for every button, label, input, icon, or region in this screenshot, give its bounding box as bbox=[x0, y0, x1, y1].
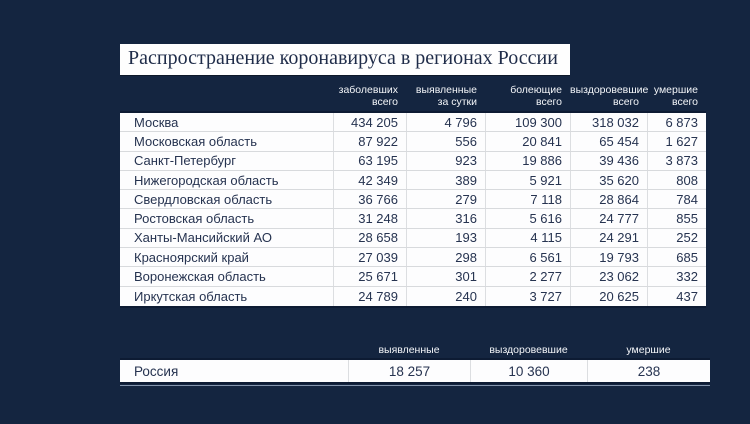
recovered-total-cell: 19 793 bbox=[570, 248, 647, 266]
died-total-cell: 1 627 bbox=[647, 132, 706, 150]
infected-total-cell: 87 922 bbox=[333, 132, 406, 150]
infected-total-cell: 36 766 bbox=[333, 190, 406, 208]
died-total-cell: 3 873 bbox=[647, 152, 706, 170]
summary-underline bbox=[120, 385, 710, 386]
region-name: Московская область bbox=[134, 133, 258, 149]
recovered-total-cell: 65 454 bbox=[570, 132, 647, 150]
sick-total-cell: 19 886 bbox=[485, 152, 570, 170]
sick-total-cell: 6 561 bbox=[485, 248, 570, 266]
recovered-total-cell: 20 625 bbox=[570, 287, 647, 306]
recovered-total-cell: 35 620 bbox=[570, 171, 647, 189]
summary-header bbox=[120, 344, 710, 358]
regions-table-header bbox=[120, 85, 706, 111]
died-total-cell: 685 bbox=[647, 248, 706, 266]
header-sick-total: болеющие всего bbox=[510, 84, 562, 108]
summary-died-cell: 238 bbox=[587, 360, 710, 382]
table-row bbox=[120, 171, 706, 190]
died-total-cell: 784 bbox=[647, 190, 706, 208]
detected-daily-cell: 4 796 bbox=[406, 113, 485, 131]
table-row bbox=[120, 132, 706, 151]
table-row bbox=[120, 267, 706, 286]
table-row bbox=[120, 229, 706, 248]
infected-total-cell: 25 671 bbox=[333, 267, 406, 285]
summary-detected-cell: 18 257 bbox=[348, 360, 470, 382]
sick-total-cell: 109 300 bbox=[485, 113, 570, 131]
region-name: Ростовская область bbox=[134, 211, 255, 227]
russia-summary-table bbox=[120, 344, 710, 386]
summary-recovered-cell: 10 360 bbox=[470, 360, 587, 382]
region-name: Ханты-Мансийский АО bbox=[134, 230, 272, 246]
died-total-cell: 855 bbox=[647, 209, 706, 227]
sick-total-cell: 4 115 bbox=[485, 229, 570, 247]
infected-total-cell: 27 039 bbox=[333, 248, 406, 266]
recovered-total-cell: 28 864 bbox=[570, 190, 647, 208]
sick-total-cell: 5 921 bbox=[485, 171, 570, 189]
detected-daily-cell: 389 bbox=[406, 171, 485, 189]
region-name: Иркутская область bbox=[134, 288, 248, 304]
region-name: Красноярский край bbox=[134, 249, 249, 265]
infected-total-cell: 63 195 bbox=[333, 152, 406, 170]
header-infected-total: заболевших всего bbox=[338, 84, 398, 108]
table-row bbox=[120, 287, 706, 306]
detected-daily-cell: 298 bbox=[406, 248, 485, 266]
region-name: Нижегородская область bbox=[134, 172, 279, 188]
sick-total-cell: 3 727 bbox=[485, 287, 570, 306]
summary-region-name: Россия bbox=[134, 363, 179, 379]
died-total-cell: 808 bbox=[647, 171, 706, 189]
sick-total-cell: 7 118 bbox=[485, 190, 570, 208]
summary-header-spacer bbox=[120, 344, 348, 358]
summary-row bbox=[120, 360, 710, 382]
header-died-total: умершие всего bbox=[653, 84, 698, 108]
infected-total-cell: 434 205 bbox=[333, 113, 406, 131]
sick-total-cell: 2 277 bbox=[485, 267, 570, 285]
recovered-total-cell: 39 436 bbox=[570, 152, 647, 170]
detected-daily-cell: 556 bbox=[406, 132, 485, 150]
region-name: Воронежская область bbox=[134, 269, 266, 285]
died-total-cell: 6 873 bbox=[647, 113, 706, 131]
infected-total-cell: 24 789 bbox=[333, 287, 406, 306]
detected-daily-cell: 923 bbox=[406, 152, 485, 170]
regions-table bbox=[120, 85, 706, 308]
detected-daily-cell: 301 bbox=[406, 267, 485, 285]
summary-header-recovered: выздоровевшие bbox=[489, 344, 568, 356]
infected-total-cell: 42 349 bbox=[333, 171, 406, 189]
recovered-total-cell: 24 777 bbox=[570, 209, 647, 227]
detected-daily-cell: 193 bbox=[406, 229, 485, 247]
died-total-cell: 252 bbox=[647, 229, 706, 247]
infected-total-cell: 28 658 bbox=[333, 229, 406, 247]
recovered-total-cell: 23 062 bbox=[570, 267, 647, 285]
detected-daily-cell: 240 bbox=[406, 287, 485, 306]
died-total-cell: 437 bbox=[647, 287, 706, 306]
regions-table-body bbox=[120, 111, 706, 308]
header-recovered-total: выздоровевшие всего bbox=[570, 84, 649, 108]
table-row bbox=[120, 209, 706, 228]
table-row bbox=[120, 248, 706, 267]
table-row bbox=[120, 113, 706, 132]
header-region-spacer bbox=[120, 108, 333, 111]
region-name: Санкт-Петербург bbox=[134, 153, 236, 169]
sick-total-cell: 5 616 bbox=[485, 209, 570, 227]
summary-header-died: умершие bbox=[626, 344, 671, 356]
table-row bbox=[120, 152, 706, 171]
recovered-total-cell: 24 291 bbox=[570, 229, 647, 247]
header-detected-daily: выявленные за сутки bbox=[415, 84, 477, 108]
region-name: Москва bbox=[134, 114, 179, 130]
summary-body bbox=[120, 358, 710, 384]
summary-header-detected: выявленные bbox=[378, 344, 440, 356]
detected-daily-cell: 279 bbox=[406, 190, 485, 208]
detected-daily-cell: 316 bbox=[406, 209, 485, 227]
page-title: Распространение коронавируса в регионах России bbox=[120, 44, 570, 75]
sick-total-cell: 20 841 bbox=[485, 132, 570, 150]
infected-total-cell: 31 248 bbox=[333, 209, 406, 227]
died-total-cell: 332 bbox=[647, 267, 706, 285]
region-name: Свердловская область bbox=[134, 191, 273, 207]
recovered-total-cell: 318 032 bbox=[570, 113, 647, 131]
table-row bbox=[120, 190, 706, 209]
